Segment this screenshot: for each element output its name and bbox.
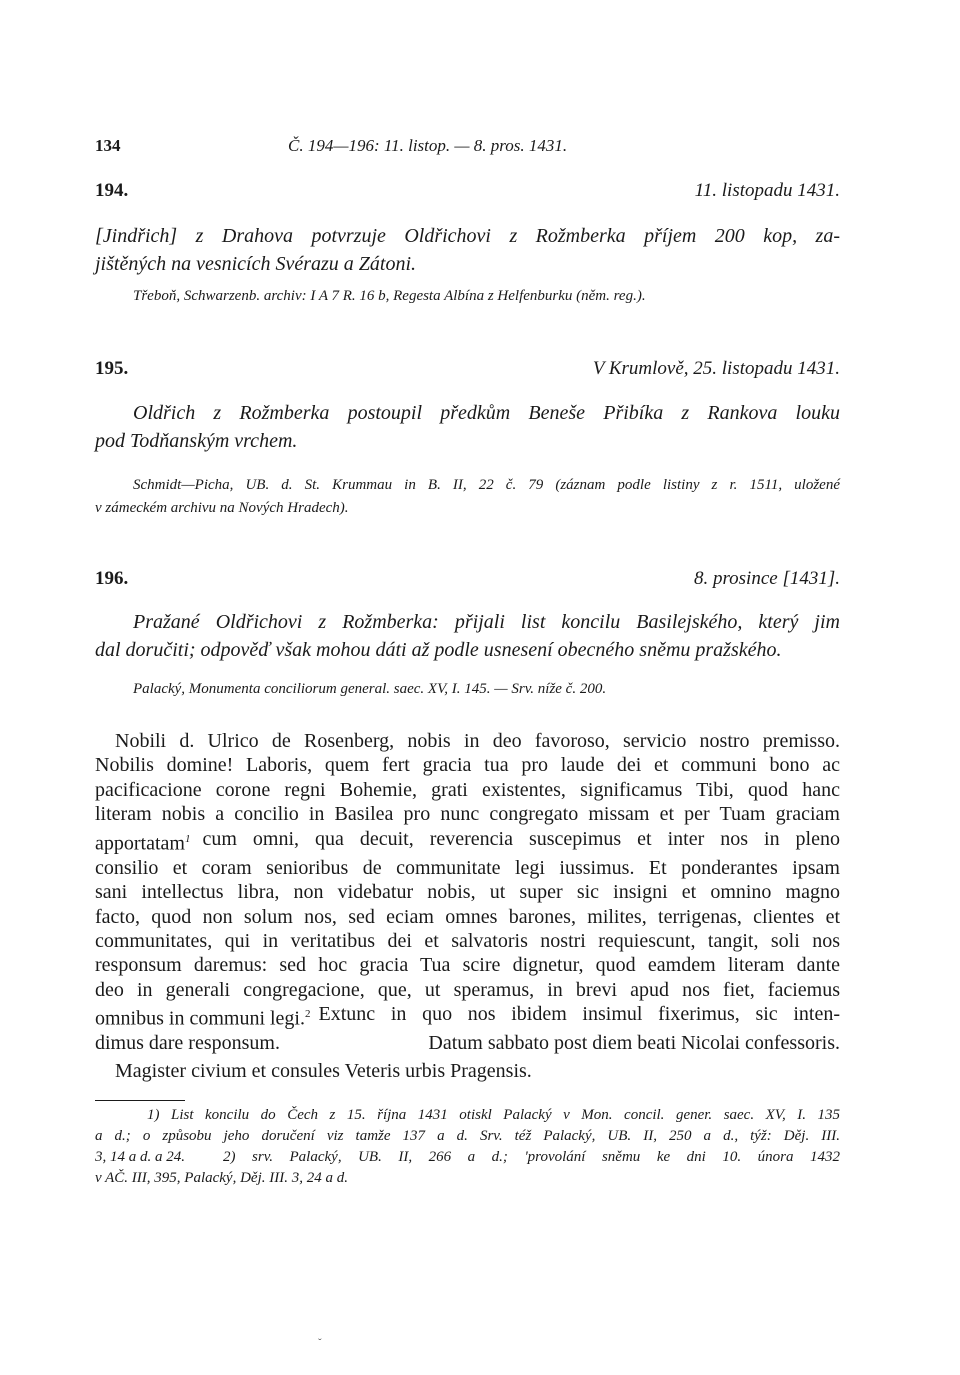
letter-line: consilio et coram senioribus de communitate legi iussimus. Et ponderantes ipsam	[95, 856, 840, 879]
footnote-line: 3, 14 a d. a 24.	[95, 1149, 185, 1165]
footnote-line: 2) srv. Palacký, UB. II, 266 a d.; 'provolání sněmu ke dni 10. února 1432	[223, 1149, 840, 1165]
footnote-ref-1: 1	[184, 832, 191, 845]
source-line: v zámeckém archivu na Nových Hradech).	[95, 500, 349, 516]
summary-line: Oldřich z Rožmberka postoupil předkům Beneše Přibíka z Rankova louku	[133, 402, 840, 424]
letter-line: responsum daremus: sed hoc gracia Tua scire dignetur, quod eamdem literam dante	[95, 954, 840, 977]
footnote-line-combined	[95, 1147, 840, 1168]
entry-date-195: V Krumlově, 25. listopadu 1431.	[592, 358, 840, 379]
source-line: Palacký, Monumenta conciliorum general. saec. XV, I. 145. — Srv. níže č. 200.	[133, 681, 607, 697]
footnote-divider	[95, 1100, 185, 1101]
letter-signatory: Magister civium et consules Veteris urbis Pragensis.	[115, 1059, 532, 1082]
entry-summary-196	[95, 608, 840, 664]
entry-number-195: 195.	[95, 358, 129, 379]
entry-summary-195	[95, 399, 840, 455]
entry-source-195	[95, 474, 840, 520]
letter-line-with-note	[95, 1002, 840, 1031]
summary-line: jištěných na vesnicích Svérazu a Zátoni.	[95, 253, 417, 275]
footnote-ref-2: 2	[305, 1008, 311, 1021]
summary-line: Pražané Oldřichovi z Rožmberka: přijali list koncilu Basilejského, který jim	[133, 611, 840, 633]
entry-source-194	[133, 285, 646, 308]
letter-line-part	[95, 1002, 311, 1031]
letter-text-fragment: dimus dare responsum.	[95, 1032, 280, 1055]
footnote-line: a d.; o způsobu jeho doručení viz tamže 137 a d. Srv. též Palacký, UB. II, 250 a d., týž: Děj. III.	[95, 1128, 840, 1144]
running-title: Č. 194—196: 11. listop. — 8. pros. 1431.	[288, 136, 568, 155]
letter-text-fragment: apportatam	[95, 832, 185, 855]
entry-date-196: 8. prosince [1431].	[693, 568, 840, 589]
summary-line: dal doručiti; odpověď však mohou dáti až podle usnesení obecného sněmu pražského.	[95, 639, 782, 661]
letter-line: facto, quod non solum nos, sed eciam omnes barones, milites, terrigenas, clientes et	[95, 905, 840, 928]
letter-line: deo in generali congregacione, que, ut speramus, in brevi apud nos fiet, faciemus	[95, 978, 840, 1001]
entry-number-194: 194.	[95, 180, 129, 201]
footnotes	[95, 1105, 840, 1189]
summary-line: pod Todňanským vrchem.	[95, 430, 298, 452]
letter-line-with-note	[95, 827, 840, 856]
letter-line: sani intellectus libra, non videbatur nobis, ut super sic insigni et omnino magno	[95, 881, 840, 904]
letter-text-fragment: cum omni, qua decuit, reverencia suscepimus et inter nos in pleno	[202, 827, 840, 850]
page-number: 134	[95, 136, 121, 155]
letter-text-fragment: omnibus in communi legi.	[95, 1007, 305, 1030]
letter-line-part	[95, 827, 190, 856]
letter-line: Nobilis domine! Laboris, quem fert gracia tua pro laude dei et communi bono ac	[95, 754, 840, 777]
letter-line: pacificacione corone regni Bohemie, grati existentes, significamus Tibi, quod hanc	[95, 778, 840, 801]
letter-line: literam nobis a concilio in Basilea pro nunc congregato missam et per Tuam graciam	[95, 803, 840, 826]
entry-source-196	[133, 678, 606, 701]
source-line: Třeboň, Schwarzenb. archiv: I A 7 R. 16 b, Regesta Albína z Helfenburku (něm. reg.).	[133, 288, 646, 304]
letter-line: Nobili d. Ulrico de Rosenberg, nobis in deo favoroso, servicio nostro premisso.	[115, 730, 840, 752]
stray-mark: ˇ	[318, 1337, 322, 1349]
source-line: Schmidt—Picha, UB. d. St. Krummau in B. II, 22 č. 79 (záznam podle listiny z r. 1511, uložené	[133, 477, 840, 493]
letter-line: communitates, qui in veritatibus dei et salvatoris nostri requiescunt, tangit, soli nos	[95, 929, 840, 952]
entry-number-196: 196.	[95, 568, 129, 589]
entry-date-194: 11. listopadu 1431.	[694, 180, 840, 201]
letter-text	[95, 729, 840, 1083]
letter-text-fragment: Extunc in quo nos ibidem insimul fixerimus, sic inten-	[318, 1003, 840, 1026]
footnote-line: v AČ. III, 395, Palacký, Děj. III. 3, 24 a d.	[95, 1170, 348, 1186]
letter-dating: Datum sabbato post diem beati Nicolai confessoris.	[428, 1032, 840, 1055]
entry-summary-194	[95, 222, 840, 278]
letter-line-with-dating	[95, 1031, 840, 1055]
footnote-line: 1) List koncilu do Čech z 15. října 1431 otiskl Palacký v Mon. concil. gener. saec. XV, I. 135	[147, 1107, 840, 1123]
summary-line: [Jindřich] z Drahova potvrzuje Oldřichovi z Rožmberka příjem 200 kop, za-	[95, 225, 840, 247]
